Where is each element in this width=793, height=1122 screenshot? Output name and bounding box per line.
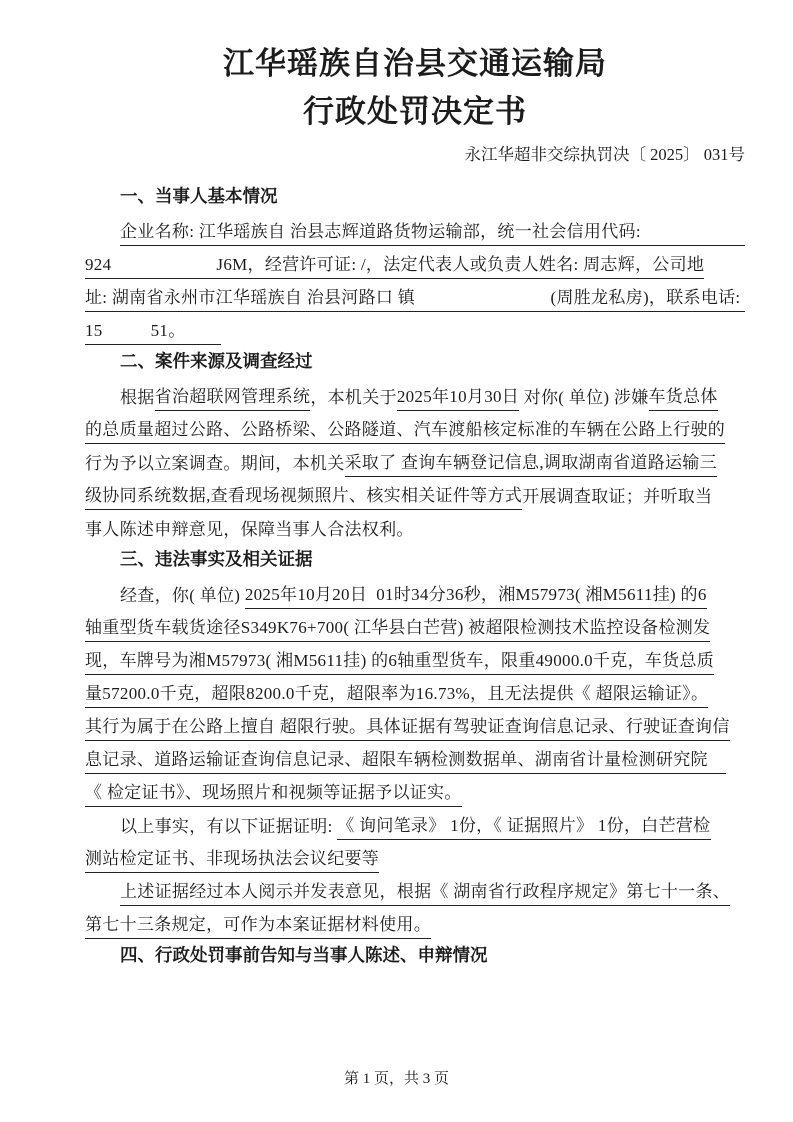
body-line [85, 741, 745, 774]
text-segment: 级协同系统数据,查看现场视频照片、核实相关证件等方式 [85, 481, 522, 510]
text-segment: 量57200.0千克，超限8200.0千克，超限率为16.73%，且无法提供《 超限运输证》。 [85, 679, 708, 708]
text-segment: 轴重型货车载货途径S349K76+700( 江华县白芒营) 被超限检测技术监控设备检测发 [85, 613, 710, 642]
text-segment: 51。 [151, 316, 186, 345]
body-line [85, 411, 745, 444]
doc-number: 永江华超非交综执罚决〔 2025〕 031号 [464, 145, 745, 164]
text-segment: 址: 湖南省永州市江华瑶族自 治县河路口 镇 [85, 283, 415, 312]
redacted-blank [645, 242, 745, 246]
document-title [85, 40, 745, 136]
body-line [85, 609, 745, 642]
body-line [85, 873, 745, 906]
text-segment: 924 [85, 255, 111, 279]
document-body [85, 180, 745, 972]
page-footer: 第 1 页，共 3 页 [343, 1071, 449, 1087]
redacted-blank [186, 319, 221, 345]
body-line [85, 642, 745, 675]
document-title-line1: 江华瑶族自治县交通运输局 [223, 46, 607, 81]
body-line [85, 576, 745, 609]
text-segment: 15 [85, 321, 103, 345]
text-segment: 的总质量超过公路、公路桥梁、公路隧道、汽车渡船核定标准的车辆在公路上行驶的 [85, 415, 725, 444]
redacted-blank [415, 286, 550, 312]
text-segment: 根据 [120, 388, 155, 407]
text-segment: 行为予以立案调查。期间，本机关 [85, 454, 345, 473]
body-line [85, 312, 745, 345]
body-line [85, 840, 745, 873]
text-segment: 采取了 查询车辆登记信息,调取湖南省道路运输三 [345, 448, 717, 477]
text-segment: 事人陈述申辩意见，保障当事人合法权利。 [85, 520, 414, 539]
body-line [85, 774, 745, 807]
text-segment: 2025年10月20日 01时34分36秒，湘M57973( 湘M5611挂) 的6 [245, 580, 707, 609]
text-segment: 《 检定证书》、现场照片和视频等证据予以证实。 [85, 778, 462, 807]
redacted-blank [708, 748, 726, 774]
redacted-blank [111, 253, 216, 279]
document-content [85, 40, 745, 972]
body-line [85, 213, 745, 246]
text-segment: 上述证据经过本人阅示并发表意见，根据《 湖南省行政程序规定》第七十一条、 [120, 877, 730, 906]
text-segment: 以上事实，有以下证据证明: [120, 817, 338, 836]
body-line [85, 708, 745, 741]
text-segment: 《 询问笔录》 1份，《 证据照片》 1份，白芒营检 [337, 811, 710, 840]
text-segment: 测站检定证书、非现场执法会议纪要等 [85, 844, 379, 873]
document-title-line2: 行政处罚决定书 [303, 94, 527, 129]
text-segment: 2025年10月30日 [397, 382, 519, 411]
redacted-blank [103, 319, 151, 345]
body-line [85, 906, 745, 939]
text-segment: 现，车牌号为湘M57973( 湘M5611挂) 的6轴重型货车，限重49000.0千克，车货总质 [85, 646, 714, 675]
section-heading: 三、违法事实及相关证据 [120, 549, 313, 569]
body-line [85, 378, 745, 411]
body-line [85, 279, 745, 312]
body-line [85, 807, 745, 840]
section-heading: 二、案件来源及调查经过 [120, 351, 313, 371]
body-line [85, 510, 745, 543]
body-line [85, 675, 745, 708]
text-segment: 省治超联网管理系统 [155, 382, 311, 411]
text-segment: J6M，经营许可证: /，法定代表人或负责人姓名: 周志辉，公司地 [216, 250, 704, 279]
text-segment: 息记录、道路运输证查询信息记录、超限车辆检测数据单、湖南省计量检测研究院 [85, 745, 708, 774]
text-segment: (周胜龙私房)，联系电话: [551, 283, 746, 312]
text-segment: 第七十三条规定，可作为本案证据材料使用。 [85, 910, 431, 939]
section-heading: 四、行政处罚事前告知与当事人陈述、申辩情况 [120, 945, 488, 965]
section-heading: 一、当事人基本情况 [120, 186, 278, 206]
body-line [85, 246, 745, 279]
body-line [85, 444, 745, 477]
text-segment: 对你( 单位) 涉嫌 [519, 388, 649, 407]
text-segment: ，本机关于 [310, 388, 397, 407]
text-segment: 企业名称: 江华瑶族自 治县志辉道路货物运输部，统一社会信用代码: [120, 217, 645, 246]
text-segment: 经查，你( 单位) [120, 586, 245, 605]
text-segment: 车货总体 [649, 382, 718, 411]
body-line [85, 477, 745, 510]
text-segment: 开展调查取证；并听取当 [522, 487, 713, 506]
text-segment: 其行为属于在公路上擅自 超限行驶。具体证据有驾驶证查询信息记录、行驶证查询信 [85, 712, 730, 741]
